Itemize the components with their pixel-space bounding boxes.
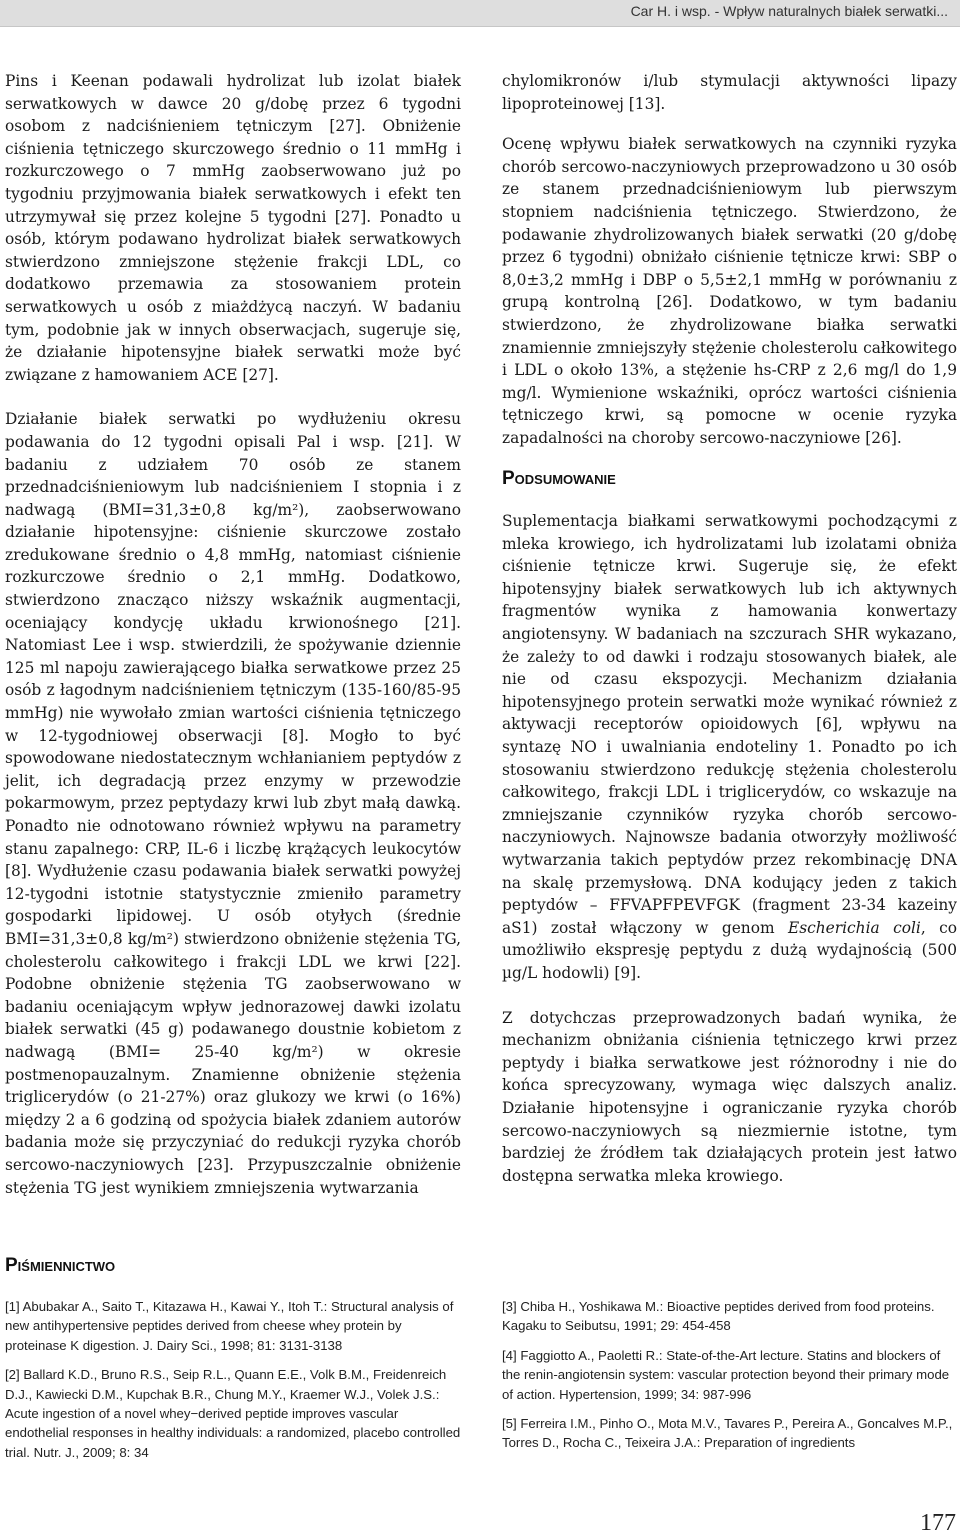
paragraph-text: , co umożliwiło ekspresję peptydu z dużą wydajnością (500 µg/L hodowli) [9]. <box>502 918 957 982</box>
paragraph: chylomikronów i/lub stymulacji aktywności lipazy lipoproteinowej [13]. <box>502 72 957 113</box>
references-heading: Piśmiennictwo <box>5 1255 116 1276</box>
page-number: 177 <box>920 1510 956 1536</box>
paragraph: Pins i Keenan podawali hydrolizat lub izolat białek serwatkowych w dawce 20 g/dobę przez 6 tygodni osobom z nadciśnieniem tętniczym [27]. Obniżenie ciśnienia tętniczego skurczowego średnio o 11 mmHg i rozkurczowego o 7 mmHg zaobserwowano już po tygodniu przyjmowania białek serwatkowych i efekt ten utrzymywał się przez kolejne 5 tygodni [27]. Ponadto u osób, którym podawano hydrolizat białek serwatkowych stwierdzono zmniejszone stężenie frakcji LDL, co dodatkowo przemawia za stosowaniem protein serwatkowych u osób z miażdżycą naczyń. W badaniu tym, podobnie jak w innych obserwacjach, sugeruje się, że działanie hipotensyjne białek serwatki może być związane z hamowaniem ACE [27]. <box>5 72 461 384</box>
reference-item: [3] Chiba H., Yoshikawa M.: Bioactive peptides derived from food proteins. Kagaku to Seibutsu, 1991; 29: 454-458 <box>502 1299 935 1334</box>
section-heading-summary: Podsumowanie <box>502 467 616 489</box>
references-right-column <box>502 1297 957 1463</box>
paragraph-text: Suplementacja białkami serwatkowymi pochodzącymi z mleka krowiego, ich hydrolizatami lub izolatami obniża ciśnienie tętnicze krwi. Sugeruje się, że efekt hipotensyjny białek serwatkowych lub ich aktywnych fragmentów wynika z hamowania konwertazy angiotensyny. W badaniach na szczurach SHR wykazano, że zależy to od dawki i rodzaju stosowanych białek, ale nie od czasu ekspozycji. Mechanizm działania hipotensyjnego protein serwatki może wynikać również z aktywacji receptorów opioidowych [6], wpływu na syntazę NO i uwalniania endoteliny 1. Ponadto po ich stosowaniu stwierdzono redukcję stężenia cholesterolu całkowitego, frakcji LDL i triglicerydów, co wskazuje na zmniejszanie czynników ryzyka chorób sercowo-naczyniowych. Najnowsze badania otworzyły możliwość wytwarzania takich peptydów przez rekombinację DNA na skalę przemysłową. DNA kodujący jeden z takich peptydów – FFVAPFPEVFGK (fragment 23-34 kazeiny aS1) został włączony w genom <box>502 512 957 937</box>
references-left-column <box>5 1297 461 1472</box>
reference-item: [1] Abubakar A., Saito T., Kitazawa H., Kawai Y., Itoh T.: Structural analysis of new antihypertensive peptides derived from cheese whey protein by proteinase K digestion. J. Dairy Sci., 1998; 81: 3131-3138 <box>5 1299 454 1353</box>
right-text-column <box>502 70 957 1209</box>
running-title: Car H. i wsp. - Wpływ naturalnych białek serwatki... <box>630 3 948 19</box>
left-text-column <box>5 70 461 1221</box>
reference-item: [4] Faggiotto A., Paoletti R.: State-of-the-Art lecture. Statins and blockers of the renin-angiotensin system: vascular protection beyond their primary mode of action. Hypertension, 1999; 34: 987-996 <box>502 1347 950 1402</box>
paragraph: Działanie białek serwatki po wydłużeniu okresu podawania do 12 tygodni opisali Pal i wsp. [21]. W badaniu z udziałem 70 osób ze stanem przednadciśnieniowym lub nadciśnieniem I stopnia i z nadwagą (BMI=31,3±0,8 kg/m²), zaobserwowano działanie hipotensyjne: ciśnienie skurczowe zostało zredukowane średnio o 4,8 mmHg, natomiast ciśnienie rozkurczowe średnio o 2,1 mmHg. Dodatkowo, stwierdzono znacząco niższy wskaźnik augmentacji, oceniający kondycję układu krwionośnego [21]. Natomiast Lee i wsp. stwierdzili, że spożywanie dziennie 125 ml napoju zawierającego białka serwatkowe przez 25 osób z łagodnym nadciśnieniem tętniczym (135-160/85-95 mmHg) nie wywołało zmian wartości ciśnienia tętniczego w 12-tygodniowej obserwacji [8]. Mogło to być spowodowane niedostatecznym wchłanianiem peptydów z jelit, ich degradacją przez enzymy w przewodzie pokarmowym, przez peptydazy krwi lub zbyt małą dawką. Ponadto nie odnotowano również wpływu na parametry stanu zapalnego: CRP, IL-6 i liczbę krążących leukocytów [8]. Wydłużenie czasu podawania białek serwatki powyżej 12-tygodni istotnie statystycznie zmieniło parametry gospodarki lipidowej. U osób otyłych (średnie BMI=31,3±0,8 kg/m²) stwierdzono obniżenie stężenia TG, cholesterolu całkowitego i frakcji LDL we krwi [22]. Podobne obniżenie stężenia TG zaobserwowano w badaniu oceniającym wpływ jednorazowej dawki izolatu białek serwatki (45 g) podawanego doustnie kobietom z nadwagą (BMI= 25-40 kg/m²) w okresie postmenopauzalnym. Znamienne obniżenie stężenia triglicerydów (o 21-27%) oraz glukozy we krwi (o 16%) między 2 a 6 godziną od spożycia białek zdaniem autorów badania może się przyczyniać do redukcji ryzyka chorób sercowo-naczyniowych [23]. Przypuszczalnie obniżenie stężenia TG jest wynikiem zmniejszenia wytwarzania <box>5 410 461 1197</box>
paragraph: Z dotychczas przeprowadzonych badań wynika, że mechanizm obniżania ciśnienia tętniczego krwi przez peptydy i białka serwatkowe jest różnorodny i nie do końca sprecyzowany, wymaga więc dalszych analiz. Działanie hipotensyjne i ograniczanie ryzyka chorób sercowo-naczyniowych są niezmiernie istotne, tym bardziej że źródłem tak działających protein jest łatwo dostępna serwatka mleka krowiego. <box>502 1008 957 1185</box>
paragraph: Ocenę wpływu białek serwatkowych na czynniki ryzyka chorób sercowo-naczyniowych przeprowadzono u 30 osób ze stanem przednadciśnieniowym lub pierwszym stopniem nadciśnienia tętniczego. Stwierdzono, że podawanie zhydrolizowanych białek serwatki (20 g/dobę przez 6 tygodni) obniżało ciśnienie tętnicze krwi: SBP o 8,0±3,2 mmHg i DBP o 5,5±2,1 mmHg w porównaniu z grupą kontrolną [26]. Dodatkowo, w tym badaniu stwierdzono, że zhydrolizowane białka serwatki znamiennie zmniejszyły stężenie cholesterolu całkowitego i LDL o około 13%, a stężenie hs-CRP z 2,6 mg/l do 1,9 mg/l. Wymienione wskaźniki, oprócz wartości ciśnienia tętniczego krwi, są pomocne w ocenie ryzyka zapadalności na choroby sercowo-naczyniowe [26]. <box>502 135 957 447</box>
paragraph <box>502 510 957 984</box>
running-header <box>0 0 960 27</box>
species-name: Escherichia coli <box>788 918 921 937</box>
reference-item: [2] Ballard K.D., Bruno R.S., Seip R.L., Quann E.E., Volk B.M., Freidenreich D.J., Kawiecki D.M., Kupchak B.R., Chung M.Y., Kraemer W.J., Volek J.S.: Acute ingestion of a novel whey−derived peptide improves vascular endothelial responses in healthy individuals: a randomized, placebo controlled trial. Nutr. J., 2009; 8: 34 <box>5 1367 461 1460</box>
reference-item: [5] Ferreira I.M., Pinho O., Mota M.V., Tavares P., Pereira A., Goncalves M.P., Torres D., Rocha C., Teixeira J.A.: Preparation of ingredients <box>502 1416 953 1451</box>
